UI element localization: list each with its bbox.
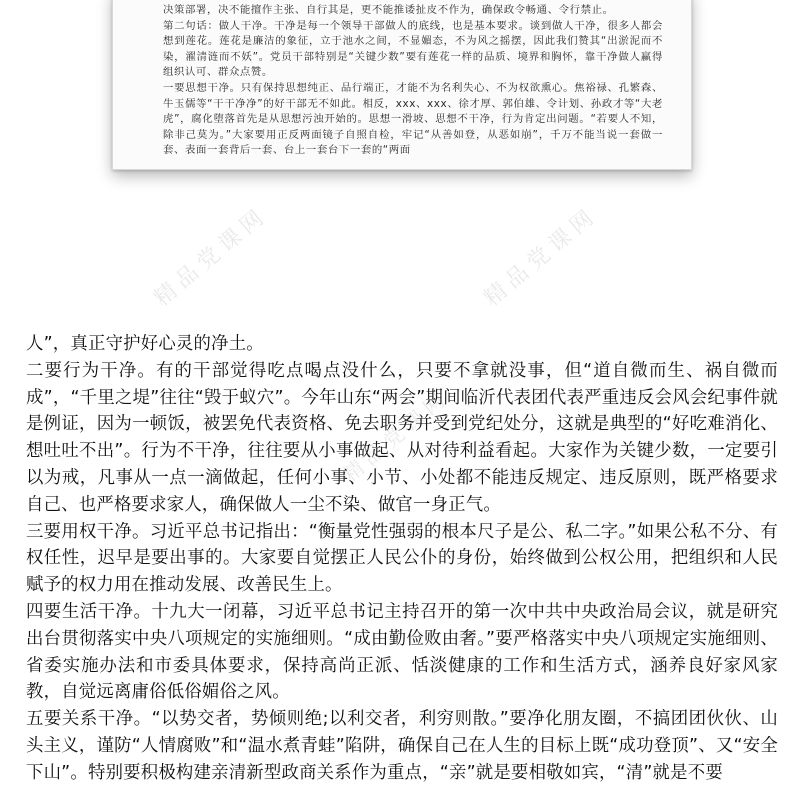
preview-text: [113, 0, 691, 159]
watermark-logo: 精品党课网: [338, 384, 454, 487]
preview-paragraph: 决策部署，决不能擅作主张、自行其是，更不能推诿扯皮不作为，确保政令畅通、令行禁止。: [163, 4, 614, 16]
body-paragraph: 三要用权干净。习近平总书记指出：“衡量党性强弱的根本尺子是公、私二字。”如果公私不分、有权任性，迟早是要出事的。大家要自觉摆正人民公仆的身份，始终做到公权公用，把组织和人民赋予的权力用在推动发展、改善民生上。: [26, 521, 778, 596]
body-paragraph: 五要关系干净。“以势交者，势倾则绝;以利交者，利穷则散。”要净化朋友圈，不搞团团伙伙、山头主义，谨防“人情腐败”和“温水煮青蛙”陷阱，确保自己在人生的目标上既“成功登顶”、又“安全下山”。特别要积极构建亲清新型政商关系作为重点，“亲”就是要相敬如宾，“清”就是不要: [26, 709, 778, 783]
body-paragraph: 人”，真正守护好心灵的净土。: [26, 334, 264, 354]
page-preview-card: [112, 0, 692, 170]
body-paragraph: 二要行为干净。有的干部觉得吃点喝点没什么，只要不拿就没事，但“道自微而生、祸自微而成”，“千里之堤”往往“毁于蚁穴”。今年山东“两会”期间临沂代表团代表严重违反会风会纪事件就是例证，因为一顿饭，被罢免代表资格、免去职务并受到党纪处分，这就是典型的“好吃难消化、想吐吐不出”。行为不干净，往往要从小事做起、从对待利益看起。大家作为关键少数，一定要引以为戒，凡事从一点一滴做起，任何小事、小节、小处都不能违反规定、违反原则，既严格要求自己、也严格要求家人，确保做人一尘不染、做官一身正气。: [26, 360, 778, 515]
preview-paragraph: 第二句话：做人干净。干净是每一个领导干部做人的底线，也是基本要求。谈到做人干净，很多人都会想到莲花。莲花是廉洁的象征，立于池水之间，不显媚态，不为风之摇摆，因此我们赞其“出淤泥而不染，濯清涟而不妖”。党员干部特别是“关键少数”要有莲花一样的品质、境界和胸怀，靠干净做人赢得组织认可、群众点赞。: [163, 19, 663, 79]
preview-paragraph: 一要思想干净。只有保持思想纯正、品行端正，才能不为名利失心、不为权欲熏心。焦裕禄、孔繁森、牛玉儒等“干干净净”的好干部无不如此。相反，xxx、xxx、徐才厚、郭伯雄、令计划、孙政才等“大老虎”，腐化堕落首先是从思想污浊开始的。思想一滑坡、思想不干净，行为肯定出问题。“若要人不知，除非己莫为。”大家要用正反两面镜子自照自检，牢记“从善如登，从恶如崩”，千万不能当说一套做一套、表面一套背后一套、台上一套台下一套的“两面: [163, 81, 663, 157]
watermark-logo: 精品党课网: [479, 202, 603, 312]
watermark-logo: 精品党课网: [149, 202, 273, 312]
body-paragraph: 四要生活干净。十九大一闭幕，习近平总书记主持召开的第一次中共中央政治局会议，就是研究出台贯彻落实中央八项规定的实施细则。“成由勤俭败由奢。”要严格落实中央八项规定实施细则、省委实施办法和市委具体要求，保持高尚正派、恬淡健康的工作和生活方式，涵养良好家风家教，自觉远离庸俗低俗媚俗之风。: [26, 601, 778, 703]
body-text: [26, 331, 778, 787]
